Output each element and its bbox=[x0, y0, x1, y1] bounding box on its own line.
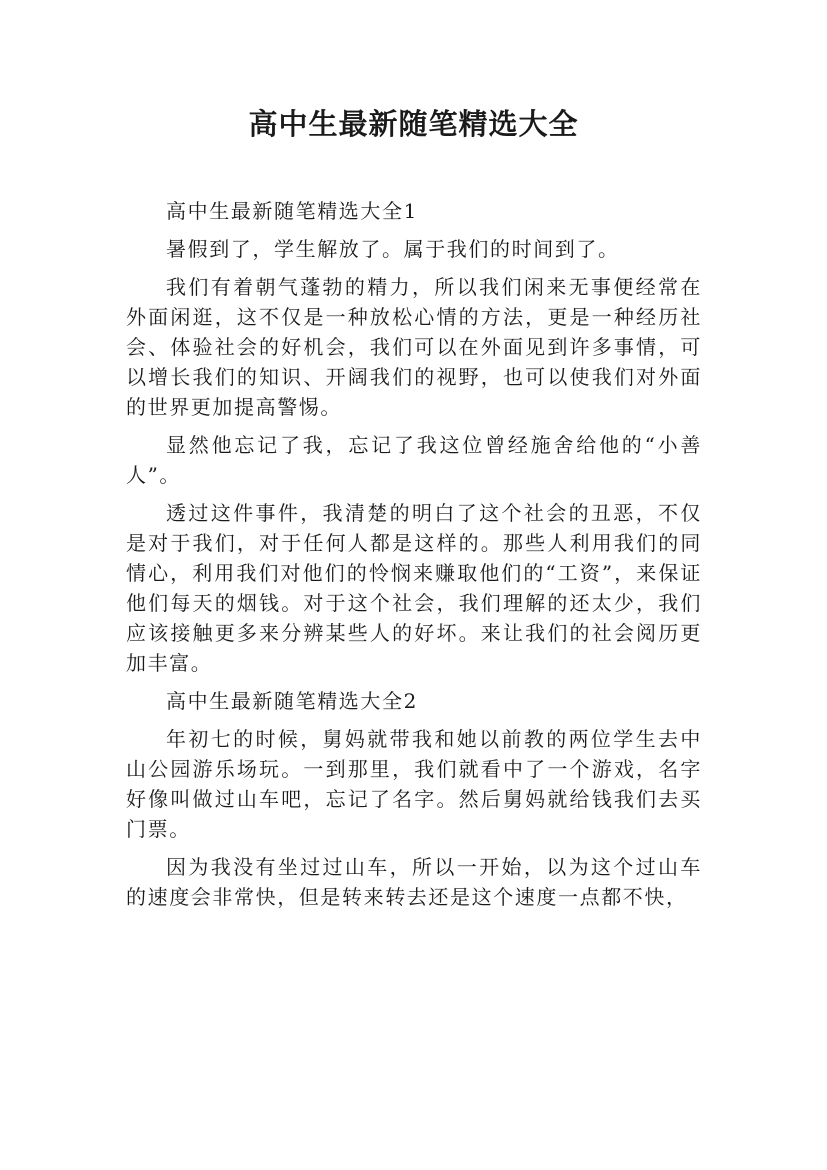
paragraph: 我们有着朝气蓬勃的精力，所以我们闲来无事便经常在外面闲逛，这不仅是一种放松心情的方法，更是一种经历社会、体验社会的好机会，我们可以在外面见到许多事情，可以增长我们的知识、开阔我们的视野，也可以使我们对外面的世界更加提高警惕。 bbox=[126, 275, 702, 419]
paragraph: 透过这件事件，我清楚的明白了这个社会的丑恶，不仅是对于我们，对于任何人都是这样的。那些人利用我们的同情心，利用我们对他们的怜悯来赚取他们的“工资”，来保证他们每天的烟钱。对于这个社会，我们理解的还太少，我们应该接触更多来分辨某些人的好坏。来让我们的社会阅历更加丰富。 bbox=[126, 501, 702, 675]
document-body bbox=[126, 196, 702, 920]
document-title: 高中生最新随笔精选大全 bbox=[248, 107, 579, 141]
paragraph: 年初七的时候，舅妈就带我和她以前教的两位学生去中山公园游乐场玩。一到那里，我们就看中了一个游戏，名字好像叫做过山车吧，忘记了名字。然后舅妈就给钱我们去买门票。 bbox=[126, 727, 702, 841]
paragraph: 因为我没有坐过过山车，所以一开始，以为这个过山车的速度会非常快，但是转来转去还是这个速度一点都不快， bbox=[126, 855, 702, 909]
paragraph: 显然他忘记了我，忘记了我这位曾经施舍给他的“小善人”。 bbox=[126, 433, 702, 487]
section-heading-1: 高中生最新随笔精选大全1 bbox=[166, 199, 418, 223]
section-heading-2: 高中生最新随笔精选大全2 bbox=[166, 689, 418, 713]
paragraph: 暑假到了，学生解放了。属于我们的时间到了。 bbox=[166, 237, 620, 261]
